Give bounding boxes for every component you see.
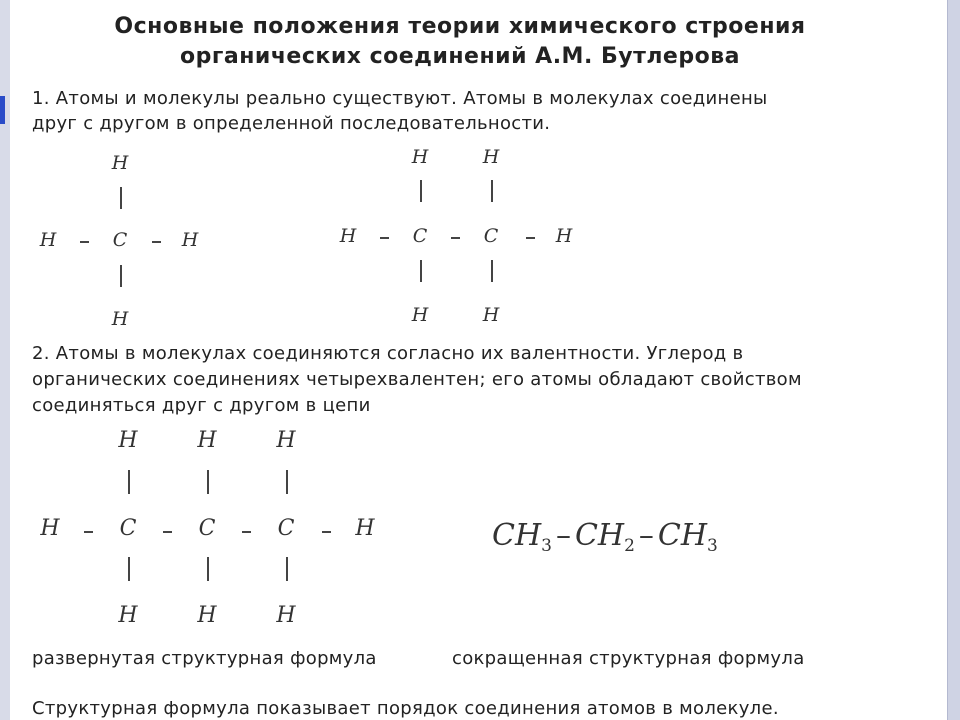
methane-bond-top [120,187,122,209]
propane-bond-c1c2 [163,531,172,533]
propane-h-bottom-1: H [118,603,138,628]
propane-c-1: C [119,516,137,541]
propane-bond-top-3 [286,470,288,494]
footer-statement: Структурная формула показывает порядок соединения атомов в молекуле. [32,698,779,719]
condensed-subscript-2: 2 [624,536,635,556]
methane-h-top: H [111,152,129,174]
propane-bond-bottom-3 [286,557,288,581]
propane-condensed-formula [492,518,718,556]
right-scrollbar-track[interactable] [947,0,960,720]
propane-h-left: H [40,516,60,541]
propane-h-top-2: H [197,428,217,453]
ethane-h-bottom-1: H [411,304,429,326]
point2-line2: органических соединениях четырехвалентен; его атомы обладают свойством [32,369,802,390]
methane-h-left: H [39,229,57,251]
point2-line3: соединяться друг с другом в цепи [32,395,371,416]
ethane-bond-bottom-1 [420,260,422,282]
ethane-h-top-1: H [411,146,429,168]
ethane-c-1: C [412,225,428,247]
ethane-h-top-2: H [482,146,500,168]
propane-c-2: C [198,516,216,541]
propane-bond-right [322,531,331,533]
condensed-dash-2: – [638,518,654,553]
methane-h-bottom: H [111,308,129,330]
ethane-h-right: H [555,225,573,247]
condensed-subscript-1: 3 [541,536,552,556]
propane-bond-top-2 [207,470,209,494]
left-accent-marker [0,96,5,124]
condensed-dash-1: – [555,518,571,553]
methane-bond-left [80,241,89,243]
propane-bond-left [84,531,93,533]
ethane-h-bottom-2: H [482,304,500,326]
page-title-line2: органических соединений А.М. Бутлерова [180,44,740,69]
condensed-group-1: CH [492,518,542,553]
ethane-bond-right [526,237,535,239]
caption-condensed: сокращенная структурная формула [452,648,805,669]
point1-line2: друг с другом в определенной последовательности. [32,113,551,134]
condensed-group-2: CH [574,518,625,553]
propane-h-top-1: H [118,428,138,453]
propane-bond-bottom-2 [207,557,209,581]
propane-bond-bottom-1 [128,557,130,581]
methane-c: C [112,229,128,251]
propane-h-top-3: H [276,428,296,453]
ethane-bond-cc [451,237,460,239]
methane-h-right: H [181,229,199,251]
methane-bond-right [152,241,161,243]
ethane-bond-top-2 [491,180,493,202]
page-title-line1: Основные положения теории химического строения [114,14,806,39]
point1-line1: 1. Атомы и молекулы реально существуют. Атомы в молекулах соединены [32,88,768,109]
propane-c-3: C [277,516,295,541]
propane-bond-top-1 [128,470,130,494]
ethane-h-left: H [339,225,357,247]
ethane-bond-bottom-2 [491,260,493,282]
ethane-bond-top-1 [420,180,422,202]
condensed-subscript-3: 3 [707,536,718,556]
caption-expanded: развернутая структурная формула [32,648,377,669]
ethane-bond-left [380,237,389,239]
point2-line1: 2. Атомы в молекулах соединяются согласно их валентности. Углерод в [32,343,744,364]
ethane-c-2: C [483,225,499,247]
propane-bond-c2c3 [242,531,251,533]
propane-h-bottom-2: H [197,603,217,628]
propane-h-right: H [355,516,375,541]
condensed-group-3: CH [657,518,708,553]
methane-bond-bottom [120,265,122,287]
propane-h-bottom-3: H [276,603,296,628]
